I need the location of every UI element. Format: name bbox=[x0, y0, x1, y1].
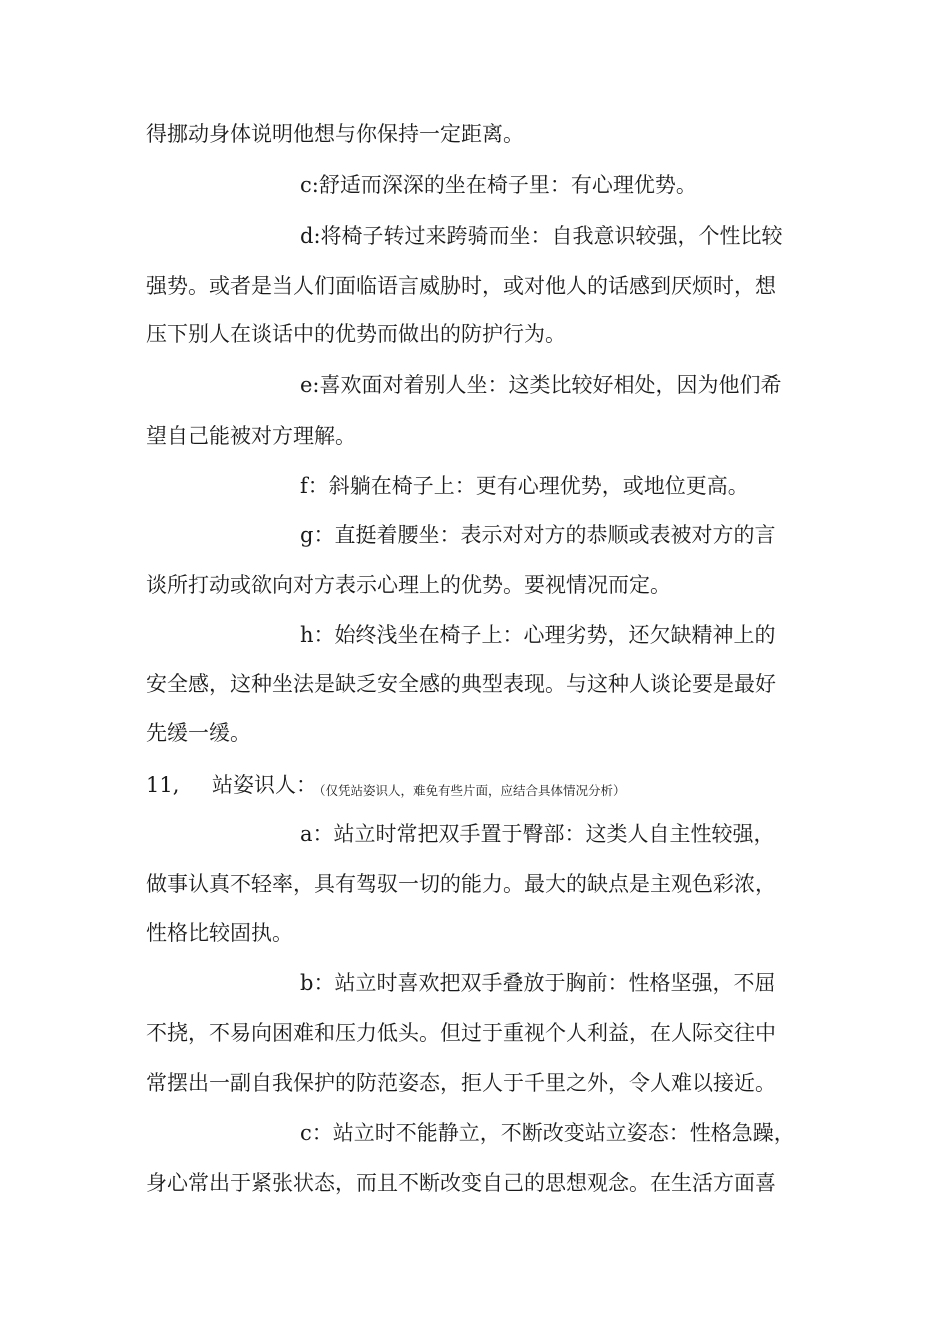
section-number: 11, bbox=[146, 773, 180, 797]
paragraph-line: 身心常出于紧张状态，而且不断改变自己的思想观念。在生活方面喜 bbox=[146, 1171, 776, 1195]
paragraph-line: a：站立时常把双手置于臀部：这类人自主性较强， bbox=[300, 822, 775, 846]
paragraph-line: 性格比较固执。 bbox=[146, 921, 293, 945]
paragraph-line: d:将椅子转过来跨骑而坐：自我意识较强，个性比较 bbox=[300, 224, 783, 248]
paragraph-line: e:喜欢面对着别人坐：这类比较好相处，因为他们希 bbox=[300, 373, 782, 397]
paragraph-line: f：斜躺在椅子上：更有心理优势，或地位更高。 bbox=[300, 474, 749, 498]
paragraph-line: 得挪动身体说明他想与你保持一定距离。 bbox=[146, 122, 524, 146]
paragraph-line: 望自己能被对方理解。 bbox=[146, 424, 356, 448]
paragraph-line: c：站立时不能静立，不断改变站立姿态：性格急躁， bbox=[300, 1121, 795, 1145]
section-title: 站姿识人： bbox=[212, 773, 317, 797]
paragraph-line: 常摆出一副自我保护的防范姿态，拒人于千里之外，令人难以接近。 bbox=[146, 1071, 776, 1095]
paragraph-line: 先缓一缓。 bbox=[146, 721, 251, 745]
paragraph-line: 压下别人在谈话中的优势而做出的防护行为。 bbox=[146, 322, 566, 346]
paragraph-line: c:舒适而深深的坐在椅子里：有心理优势。 bbox=[300, 173, 697, 197]
section-note: （仅凭站姿识人，难免有些片面，应结合具体情况分析） bbox=[313, 783, 626, 798]
paragraph-line: 安全感，这种坐法是缺乏安全感的典型表现。与这种人谈论要是最好 bbox=[146, 672, 776, 696]
paragraph-line: h：始终浅坐在椅子上：心理劣势，还欠缺精神上的 bbox=[300, 623, 776, 647]
paragraph-line: 不挠，不易向困难和压力低头。但过于重视个人利益，在人际交往中 bbox=[146, 1021, 776, 1045]
paragraph-line: 强势。或者是当人们面临语言威胁时，或对他人的话感到厌烦时，想 bbox=[146, 274, 776, 298]
paragraph-line: g：直挺着腰坐：表示对对方的恭顺或表被对方的言 bbox=[300, 523, 776, 547]
paragraph-line: 谈所打动或欲向对方表示心理上的优势。要视情况而定。 bbox=[146, 573, 671, 597]
paragraph-line: 做事认真不轻率，具有驾驭一切的能力。最大的缺点是主观色彩浓， bbox=[146, 872, 776, 896]
paragraph-line: b：站立时喜欢把双手叠放于胸前：性格坚强，不屈 bbox=[300, 971, 776, 995]
